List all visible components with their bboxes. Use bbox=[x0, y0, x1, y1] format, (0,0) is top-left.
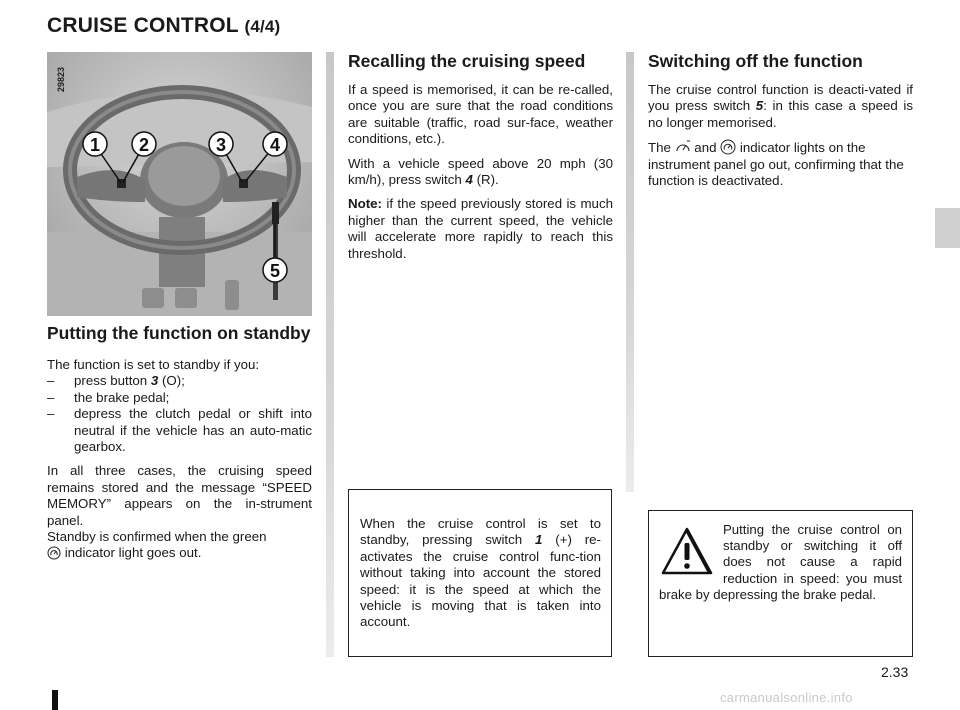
recall-note: Note: if the speed previously stored is much higher than the current speed, the vehicle will accelerate more rapidly to reach this threshold. bbox=[348, 196, 613, 261]
standby-reactivation-note: When the cruise control is set to standby, pressing switch 1 (+) re-activates the cruise control func-tion without taking into account the stored speed: it is the speed at which the vehicle is moving that is taken into account. bbox=[348, 489, 612, 657]
column-divider-left bbox=[326, 52, 334, 657]
standby-paragraph-memory: In all three cases, the cruising speed remains stored and the message “SPEED MEMORY” appears on the in-strument panel. bbox=[47, 463, 312, 528]
cruise-control-speedometer-icon bbox=[675, 140, 691, 155]
callout-4 bbox=[263, 132, 287, 156]
recall-switch-paragraph: With a vehicle speed above 20 mph (30 km/h), press switch 4 (R). bbox=[348, 155, 613, 188]
svg-text:2: 2 bbox=[138, 135, 150, 155]
indicator-paragraph: The and indicator lights on the instrument panel go out, confirming that the function is deactivated. bbox=[648, 140, 904, 189]
svg-text:4: 4 bbox=[269, 135, 281, 155]
recall-paragraph: If a speed is memorised, it can be re-called, once you are sure that the road conditions are suitable (traffic, road sur-face, weather conditions, etc.). bbox=[348, 82, 613, 147]
switch-off-heading: Switching off the function bbox=[648, 51, 863, 71]
recall-section bbox=[348, 51, 613, 262]
warning-box bbox=[648, 510, 913, 657]
list-item: – depress the clutch pedal or shift into neutral if the vehicle has an auto-matic gearbox. bbox=[47, 406, 312, 455]
standby-list bbox=[47, 373, 312, 455]
warning-triangle-icon bbox=[661, 526, 713, 576]
list-item: – the brake pedal; bbox=[47, 390, 312, 406]
page-title-part: (4/4) bbox=[244, 17, 281, 36]
warning-text: Putting the cruise control on standby or switching it off does not cause a rapid reduction in speed: you must brake by depressing the brake pedal. bbox=[659, 522, 902, 602]
switch-off-paragraph: The cruise control function is deacti-vated if you press switch 5: in this case a speed is no longer memorised. bbox=[648, 82, 913, 130]
standby-intro: The function is set to standby if you: bbox=[47, 357, 260, 372]
svg-text:5: 5 bbox=[269, 261, 281, 281]
svg-text:3: 3 bbox=[215, 135, 227, 155]
switch-off-section bbox=[648, 51, 913, 189]
callout-5 bbox=[263, 258, 287, 282]
callout-3 bbox=[209, 132, 233, 156]
standby-paragraph-confirm: Standby is confirmed when the green indicator light goes out. bbox=[47, 529, 267, 561]
section-tab-marker bbox=[935, 208, 960, 248]
list-item: – press button 3 (O); bbox=[47, 373, 312, 389]
svg-text:1: 1 bbox=[89, 135, 101, 155]
recall-heading: Recalling the cruising speed bbox=[348, 51, 586, 71]
watermark: carmanualsonline.info bbox=[720, 690, 853, 705]
corner-mark bbox=[52, 690, 58, 710]
callout-2 bbox=[132, 132, 156, 156]
column-divider-right bbox=[626, 52, 634, 492]
standby-heading: Putting the function on standby bbox=[47, 323, 311, 343]
cruise-control-standby-icon bbox=[47, 546, 61, 560]
steering-wheel-illustration bbox=[47, 52, 312, 316]
callout-1 bbox=[83, 132, 107, 156]
page-title: CRUISE CONTROL (4/4) bbox=[47, 14, 281, 37]
standby-section bbox=[47, 323, 312, 562]
page-number: 2.33 bbox=[881, 664, 909, 680]
figure-reference: 29823 bbox=[56, 66, 66, 92]
cruise-control-standby-icon bbox=[720, 139, 736, 155]
